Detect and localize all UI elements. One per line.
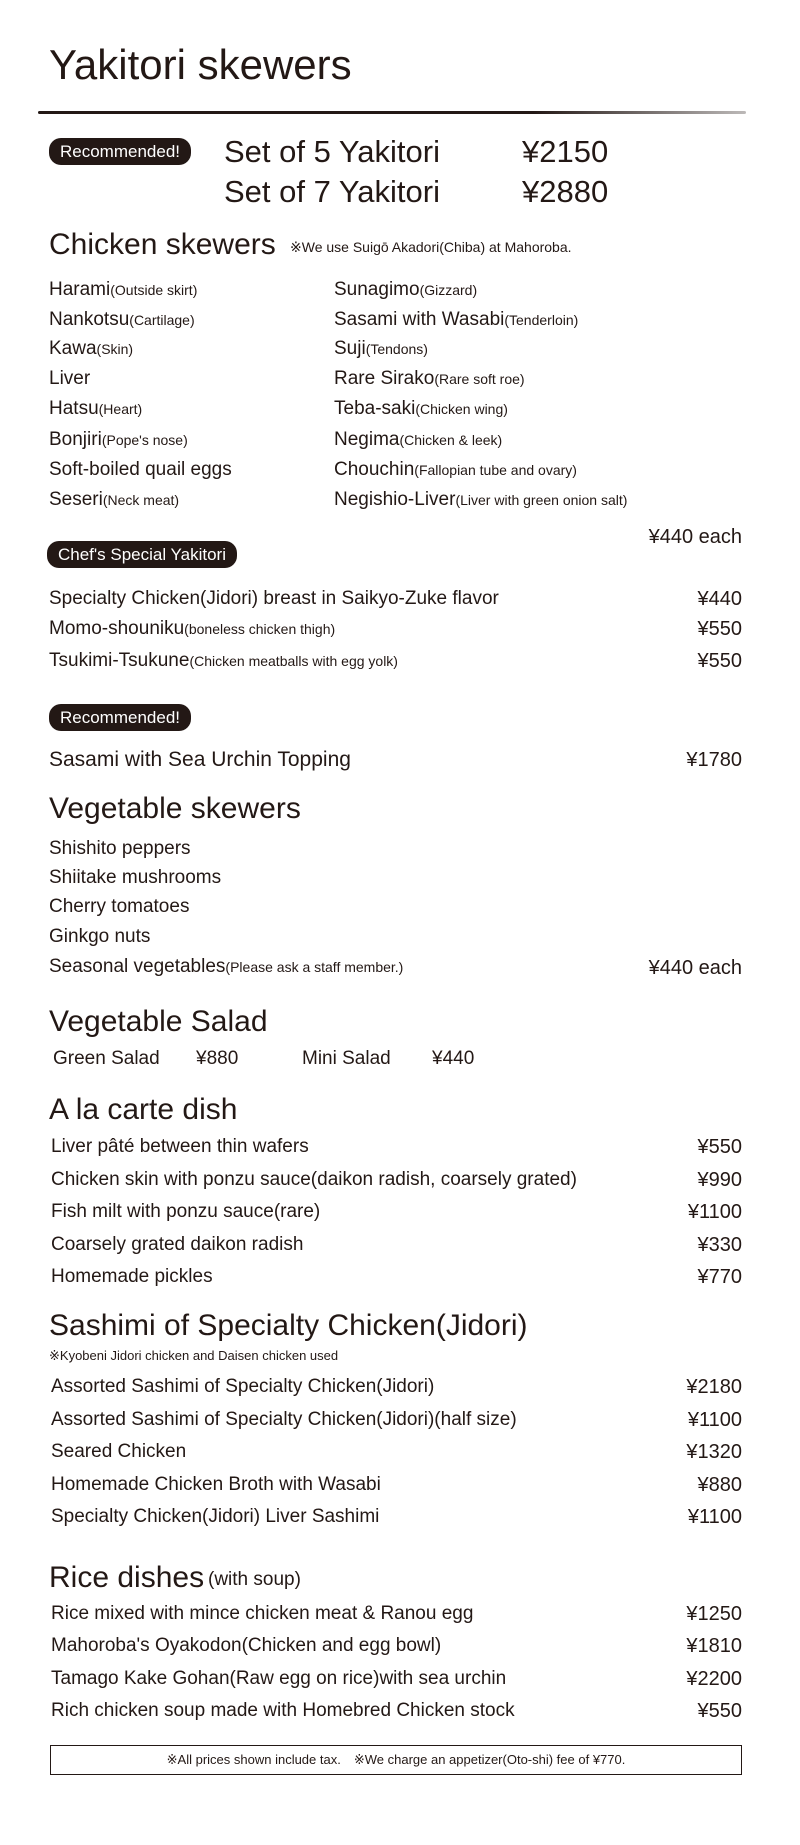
chef-item-price: ¥550 xyxy=(697,618,742,640)
chicken-item xyxy=(334,339,428,358)
salad-heading: Vegetable Salad xyxy=(49,1005,268,1038)
recommended-badge-2: Recommended! xyxy=(49,704,191,731)
recommended-badge: Recommended! xyxy=(49,138,191,165)
item-description: (Please ask a staff member.) xyxy=(225,959,404,975)
sashimi-item-price: ¥2180 xyxy=(686,1376,742,1398)
item-name: Tsukimi-Tsukune xyxy=(49,650,190,671)
chicken-item xyxy=(49,430,188,449)
veg-item: Cherry tomatoes xyxy=(49,896,190,917)
rice-subheading: (with soup) xyxy=(208,1569,301,1590)
rice-item: Tamago Kake Gohan(Raw egg on rice)with sea urchin xyxy=(51,1668,507,1689)
sashimi-heading: Sashimi of Specialty Chicken(Jidori) xyxy=(49,1309,528,1342)
item-name: Momo-shouniku xyxy=(49,618,185,639)
chicken-item xyxy=(334,310,578,329)
item-name: Chouchin xyxy=(334,459,415,480)
sashimi-item: Seared Chicken xyxy=(51,1441,187,1462)
chicken-heading: Chicken skewers xyxy=(49,228,276,261)
chef-item-price: ¥440 xyxy=(697,588,742,610)
chicken-price: ¥440 each xyxy=(648,526,742,548)
chicken-item: Soft-boiled quail eggs xyxy=(49,459,232,480)
item-description: (Chicken wing) xyxy=(415,401,508,417)
item-name: Hatsu xyxy=(49,398,99,419)
veg-item: Shishito peppers xyxy=(49,838,191,859)
item-description: (boneless chicken thigh) xyxy=(184,621,336,637)
chicken-item xyxy=(334,430,502,449)
rice-heading: Rice dishes xyxy=(49,1561,205,1594)
item-name: Negima xyxy=(334,429,400,450)
chicken-item xyxy=(334,280,477,299)
item-name: Rare Sirako xyxy=(334,368,435,389)
item-description: (Liver with green onion salt) xyxy=(455,492,628,508)
veg-price: ¥440 each xyxy=(648,957,742,979)
rec-item-name: Sasami with Sea Urchin Topping xyxy=(49,748,351,771)
alacarte-item: Chicken skin with ponzu sauce(daikon radish, coarsely grated) xyxy=(51,1169,577,1190)
alacarte-item-price: ¥550 xyxy=(697,1136,742,1158)
rice-item-price: ¥1810 xyxy=(686,1635,742,1657)
chicken-item xyxy=(334,460,577,479)
item-description: (Tendons) xyxy=(365,341,428,357)
item-description: (Tenderloin) xyxy=(504,312,579,328)
rice-item-price: ¥550 xyxy=(697,1700,742,1722)
sashimi-item-price: ¥1320 xyxy=(686,1441,742,1463)
set-5-price: ¥2150 xyxy=(522,134,609,169)
mini-salad: Mini Salad xyxy=(302,1048,391,1069)
sashimi-note: ※Kyobeni Jidori chicken and Daisen chicken used xyxy=(49,1348,339,1363)
rec-item-price: ¥1780 xyxy=(686,749,742,771)
chicken-item xyxy=(334,399,508,418)
item-name: Teba-saki xyxy=(334,398,416,419)
footer-note: ※All prices shown include tax. ※We charge an appetizer(Oto-shi) fee of ¥770. xyxy=(50,1745,742,1775)
veg-item: Shiitake mushrooms xyxy=(49,867,222,888)
alacarte-item-price: ¥1100 xyxy=(687,1201,742,1223)
chefs-special-badge: Chef's Special Yakitori xyxy=(47,541,237,568)
chicken-item xyxy=(49,310,195,329)
chicken-item xyxy=(49,399,142,418)
rice-item: Rice mixed with mince chicken meat & Ranou egg xyxy=(51,1603,474,1624)
chicken-item: Liver xyxy=(49,368,91,389)
item-description: (Pope's nose) xyxy=(101,432,188,448)
item-name: Negishio-Liver xyxy=(334,489,456,510)
item-name: Bonjiri xyxy=(49,429,102,450)
divider xyxy=(38,111,746,114)
set-5-name: Set of 5 Yakitori xyxy=(224,134,440,169)
sashimi-item-price: ¥880 xyxy=(697,1474,742,1496)
item-name: Sunagimo xyxy=(334,279,420,300)
alacarte-item-price: ¥330 xyxy=(697,1234,742,1256)
item-description: (Gizzard) xyxy=(419,282,478,298)
alacarte-item-price: ¥770 xyxy=(697,1266,742,1288)
chef-item-price: ¥550 xyxy=(697,650,742,672)
sashimi-item: Specialty Chicken(Jidori) Liver Sashimi xyxy=(51,1506,380,1527)
chicken-item xyxy=(49,339,133,358)
item-name: Nankotsu xyxy=(49,309,130,330)
item-name: Suji xyxy=(334,338,366,359)
chef-item xyxy=(49,619,335,638)
rice-item: Rich chicken soup made with Homebred Chicken stock xyxy=(51,1700,515,1721)
set-7-price: ¥2880 xyxy=(522,174,609,209)
chef-item: Specialty Chicken(Jidori) breast in Saikyo-Zuke flavor xyxy=(49,588,499,609)
page-title: Yakitori skewers xyxy=(49,41,352,88)
item-description: (Skin) xyxy=(96,341,134,357)
sashimi-item: Assorted Sashimi of Specialty Chicken(Jidori) xyxy=(51,1376,435,1397)
chicken-item xyxy=(334,490,627,509)
mini-salad-price: ¥440 xyxy=(432,1048,475,1069)
item-name: Kawa xyxy=(49,338,97,359)
item-name: Sasami with Wasabi xyxy=(334,309,505,330)
set-7-name: Set of 7 Yakitori xyxy=(224,174,440,209)
item-description: (Neck meat) xyxy=(102,492,180,508)
rice-item-price: ¥2200 xyxy=(686,1668,742,1690)
alacarte-heading: A la carte dish xyxy=(49,1093,238,1126)
item-description: (Cartilage) xyxy=(129,312,195,328)
chicken-item xyxy=(334,369,525,388)
veg-heading: Vegetable skewers xyxy=(49,792,301,825)
veg-item xyxy=(49,957,403,976)
sashimi-item: Assorted Sashimi of Specialty Chicken(Jidori)(half size) xyxy=(51,1409,517,1430)
sashimi-item: Homemade Chicken Broth with Wasabi xyxy=(51,1474,381,1495)
item-description: (Chicken & leek) xyxy=(399,432,503,448)
item-name: Seasonal vegetables xyxy=(49,956,226,977)
veg-item: Ginkgo nuts xyxy=(49,926,151,947)
item-name: Seseri xyxy=(49,489,103,510)
item-description: (Rare soft roe) xyxy=(434,371,525,387)
item-description: (Outside skirt) xyxy=(110,282,198,298)
chicken-item xyxy=(49,280,197,299)
item-description: (Chicken meatballs with egg yolk) xyxy=(189,653,398,669)
alacarte-item: Coarsely grated daikon radish xyxy=(51,1234,304,1255)
sashimi-item-price: ¥1100 xyxy=(687,1409,742,1431)
alacarte-item: Fish milt with ponzu sauce(rare) xyxy=(51,1201,321,1222)
green-salad-price: ¥880 xyxy=(196,1048,239,1069)
alacarte-item: Liver pâté between thin wafers xyxy=(51,1136,309,1157)
chef-item xyxy=(49,651,398,670)
item-description: (Heart) xyxy=(98,401,143,417)
sashimi-item-price: ¥1100 xyxy=(687,1506,742,1528)
alacarte-item: Homemade pickles xyxy=(51,1266,213,1287)
green-salad: Green Salad xyxy=(53,1048,160,1069)
rice-item: Mahoroba's Oyakodon(Chicken and egg bowl) xyxy=(51,1635,442,1656)
alacarte-item-price: ¥990 xyxy=(697,1169,742,1191)
chicken-note: ※We use Suigō Akadori(Chiba) at Mahoroba. xyxy=(290,239,572,255)
chicken-item xyxy=(49,490,179,509)
item-description: (Fallopian tube and ovary) xyxy=(414,462,577,478)
item-name: Harami xyxy=(49,279,111,300)
rice-item-price: ¥1250 xyxy=(686,1603,742,1625)
